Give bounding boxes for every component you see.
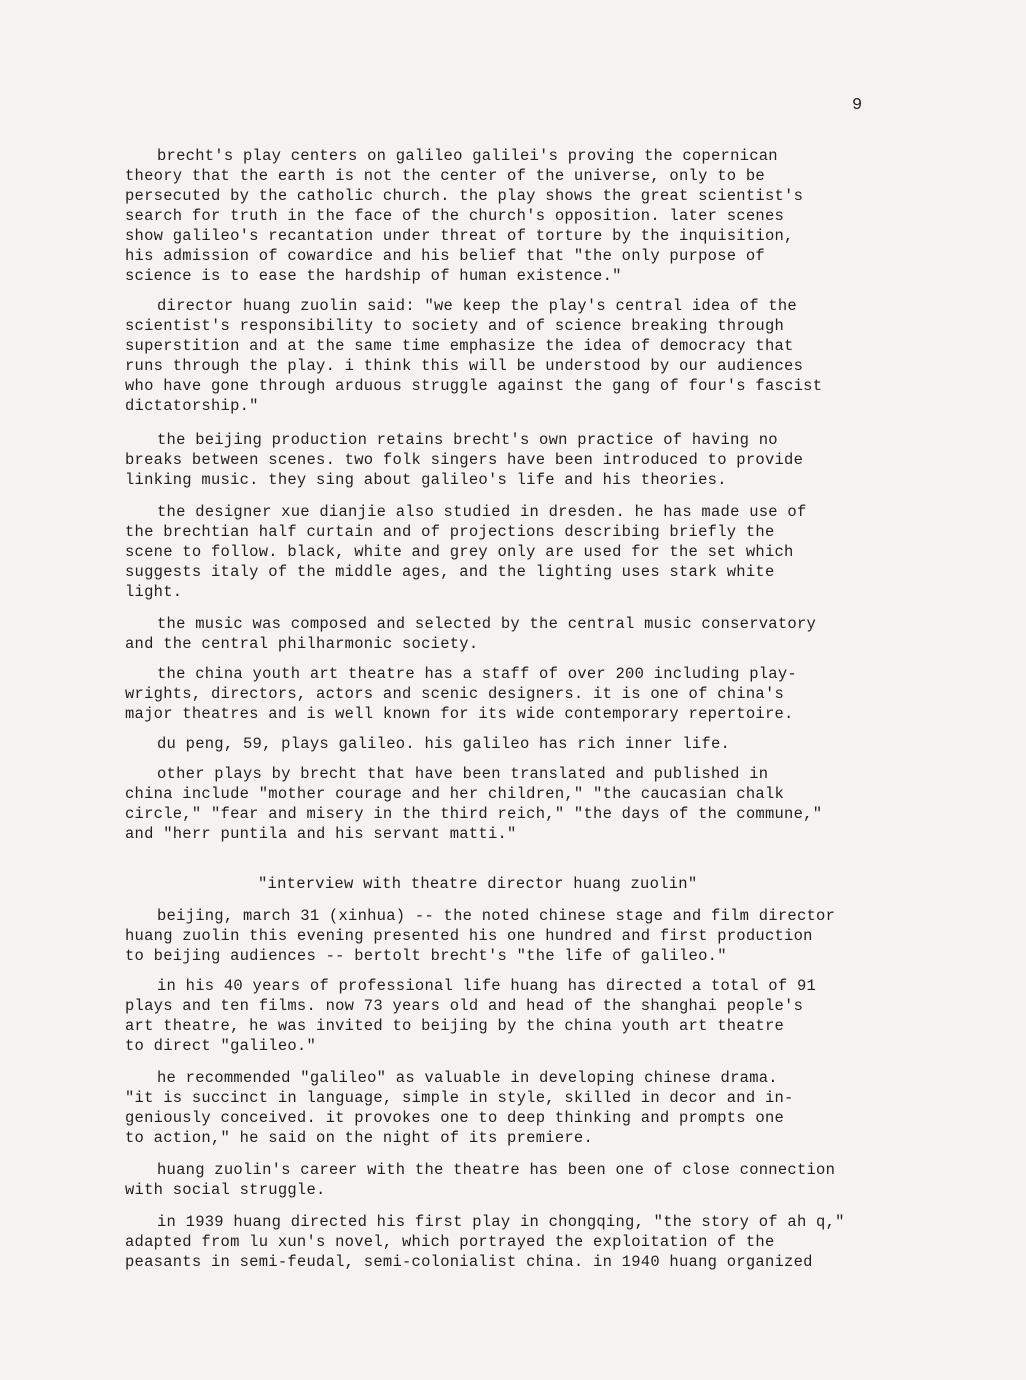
text-line: other plays by brecht that have been translated and published in	[157, 765, 769, 783]
text-line: science is to ease the hardship of human existence."	[125, 267, 622, 285]
text-line: to direct "galileo."	[125, 1037, 317, 1055]
text-line: plays and ten films. now 73 years old and head of the shanghai people's	[125, 997, 804, 1015]
text-line: adapted from lu xun's novel, which portrayed the exploitation of the	[125, 1233, 775, 1251]
text-line: geniously conceived. it provokes one to deep thinking and prompts one	[125, 1109, 785, 1127]
text-line: persecuted by the catholic church. the play shows the great scientist's	[125, 187, 804, 205]
text-line: peasants in semi-feudal, semi-colonialist china. in 1940 huang organized	[125, 1253, 813, 1271]
text-line: and "herr puntila and his servant matti."	[125, 825, 517, 843]
text-line: beijing, march 31 (xinhua) -- the noted chinese stage and film director	[157, 907, 836, 925]
text-line: search for truth in the face of the church's opposition. later scenes	[125, 207, 785, 225]
text-line: dictatorship."	[125, 397, 259, 415]
text-line: superstition and at the same time emphasize the idea of democracy that	[125, 337, 794, 355]
page-number: 9	[852, 96, 863, 115]
text-line: with social struggle.	[125, 1181, 326, 1199]
text-line: in his 40 years of professional life huang has directed a total of 91	[157, 977, 817, 995]
text-line: huang zuolin this evening presented his one hundred and first production	[125, 927, 813, 945]
text-line: light.	[125, 583, 183, 601]
text-line: theory that the earth is not the center of the universe, only to be	[125, 167, 765, 185]
text-line: china include "mother courage and her children," "the caucasian chalk	[125, 785, 785, 803]
text-line: he recommended "galileo" as valuable in developing chinese drama.	[157, 1069, 778, 1087]
text-line: du peng, 59, plays galileo. his galileo has rich inner life.	[157, 735, 731, 753]
text-line: wrights, directors, actors and scenic designers. it is one of china's	[125, 685, 785, 703]
text-line: circle," "fear and misery in the third reich," "the days of the commune,"	[125, 805, 823, 823]
text-line: and the central philharmonic society.	[125, 635, 479, 653]
text-line: in 1939 huang directed his first play in chongqing, "the story of ah q,"	[157, 1213, 845, 1231]
text-line: director huang zuolin said: "we keep the play's central idea of the	[157, 297, 797, 315]
text-line: the brechtian half curtain and of projections describing briefly the	[125, 523, 775, 541]
text-line: the china youth art theatre has a staff of over 200 including play-	[157, 665, 797, 683]
text-line: runs through the play. i think this will be understood by our audiences	[125, 357, 804, 375]
text-line: to action," he said on the night of its premiere.	[125, 1129, 594, 1147]
text-line: art theatre, he was invited to beijing by the china youth art theatre	[125, 1017, 785, 1035]
text-line: brecht's play centers on galileo galilei's proving the copernican	[157, 147, 778, 165]
text-line: linking music. they sing about galileo's life and his theories.	[125, 471, 727, 489]
text-line: huang zuolin's career with the theatre has been one of close connection	[157, 1161, 836, 1179]
text-line: breaks between scenes. two folk singers have been introduced to provide	[125, 451, 804, 469]
text-line: scene to follow. black, white and grey only are used for the set which	[125, 543, 794, 561]
text-line: the music was composed and selected by the central music conservatory	[157, 615, 817, 633]
text-line: suggests italy of the middle ages, and the lighting uses stark white	[125, 563, 775, 581]
text-line: major theatres and is well known for its wide contemporary repertoire.	[125, 705, 794, 723]
section-title: "interview with theatre director huang zuolin"	[258, 875, 698, 893]
text-line: the beijing production retains brecht's own practice of having no	[157, 431, 778, 449]
text-line: scientist's responsibility to society and of science breaking through	[125, 317, 785, 335]
text-line: show galileo's recantation under threat of torture by the inquisition,	[125, 227, 794, 245]
text-line: the designer xue dianjie also studied in dresden. he has made use of	[157, 503, 807, 521]
text-line: "it is succinct in language, simple in style, skilled in decor and in-	[125, 1089, 794, 1107]
text-line: who have gone through arduous struggle against the gang of four's fascist	[125, 377, 823, 395]
text-line: his admission of cowardice and his belief that "the only purpose of	[125, 247, 765, 265]
text-line: to beijing audiences -- bertolt brecht's "the life of galileo."	[125, 947, 727, 965]
